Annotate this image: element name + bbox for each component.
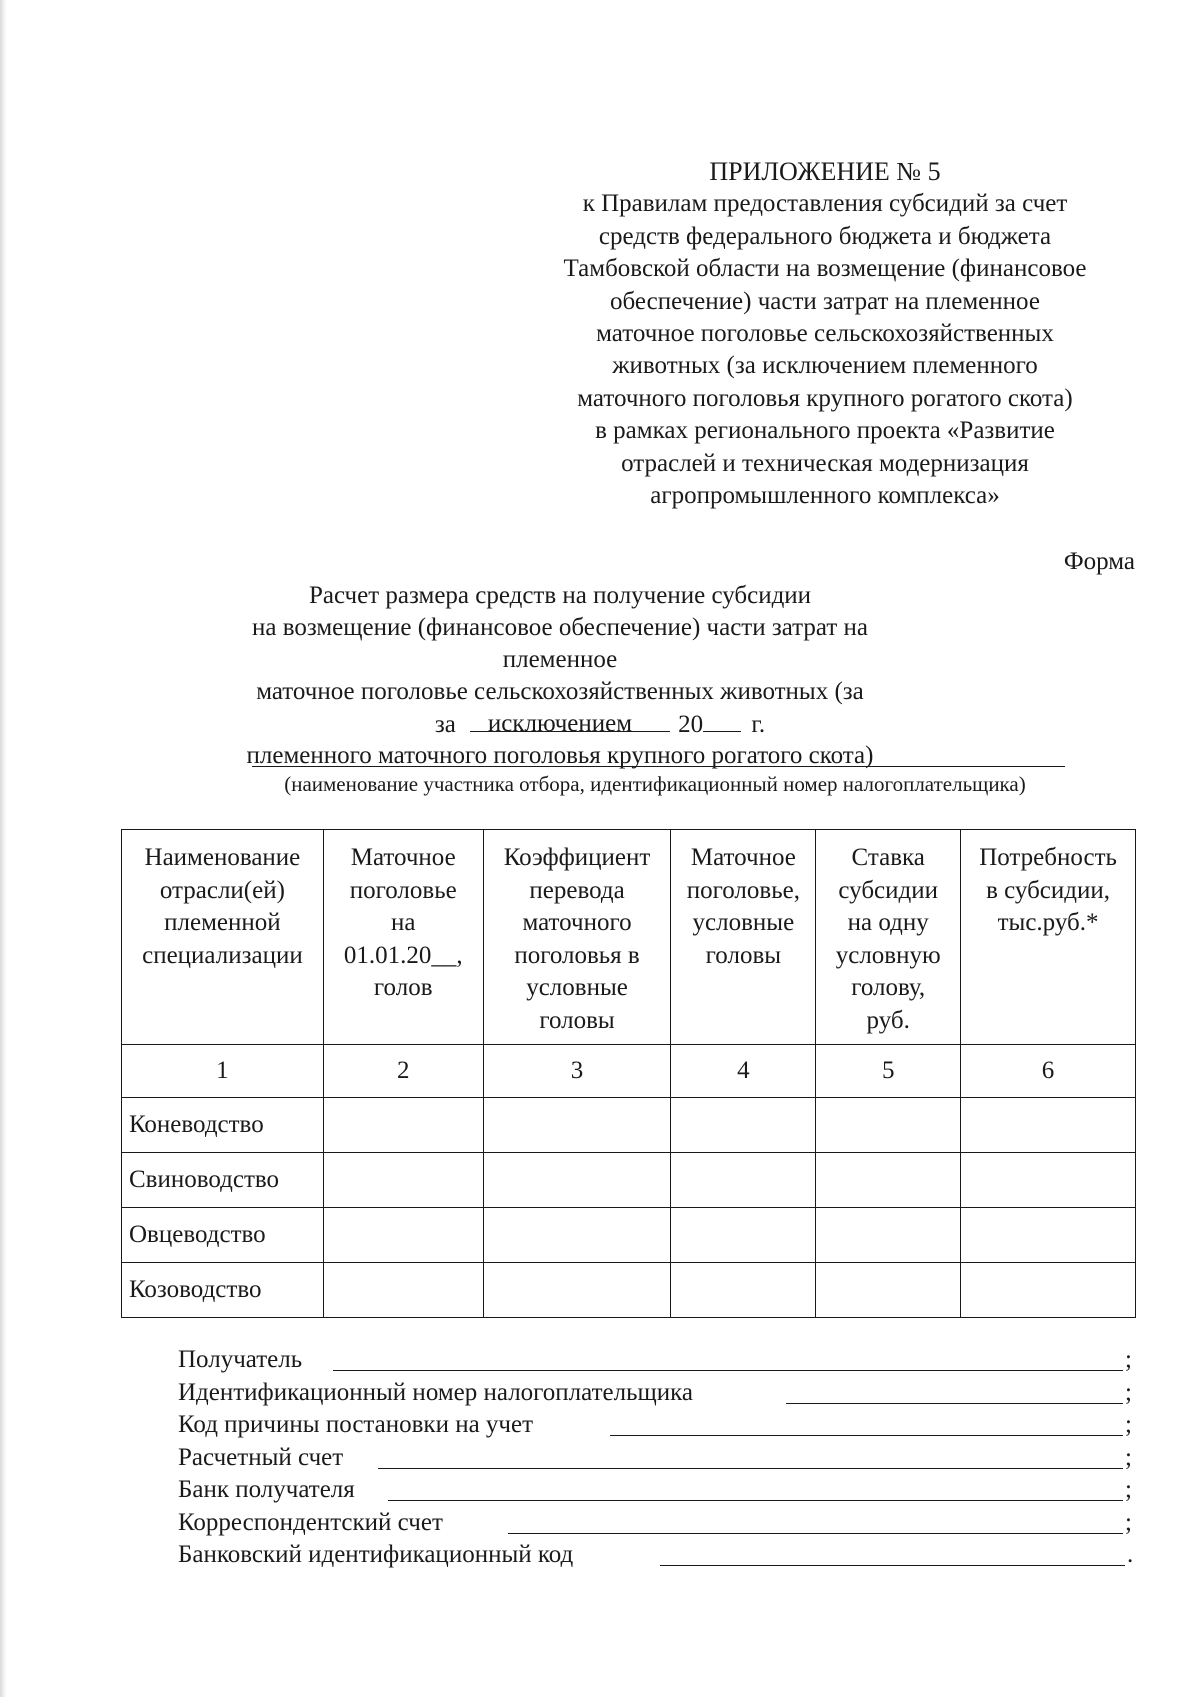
column-number: 3 xyxy=(483,1045,671,1098)
table-cell[interactable] xyxy=(483,1263,671,1318)
appendix-line: отраслей и техническая модернизация xyxy=(621,449,1029,477)
recipient-field-bik xyxy=(178,1539,1134,1572)
header-cell-need: Потребность в субсидии, тыс.руб.* xyxy=(961,830,1136,1045)
appendix-line: к Правилам предоставления субсидий за счет xyxy=(582,190,1068,218)
form-label: Форма xyxy=(1063,548,1135,575)
participant-blank-field[interactable] xyxy=(252,766,1065,767)
recipient-field-inn xyxy=(178,1377,1132,1410)
table-row xyxy=(122,1098,1136,1153)
recipient-field-kpp xyxy=(178,1409,1132,1442)
table-cell[interactable] xyxy=(323,1263,483,1318)
column-number-row xyxy=(122,1045,1136,1098)
header-cell-livestock: Маточное поголовье на 01.01.20__, голов xyxy=(323,830,483,1045)
appendix-line: Тамбовской области на возмещение (финансовое xyxy=(563,255,1087,283)
field-label: Идентификационный номер налогоплательщика xyxy=(178,1378,694,1406)
column-number: 6 xyxy=(961,1045,1136,1098)
field-end: ; xyxy=(1125,1443,1132,1471)
period-line xyxy=(0,707,1200,739)
appendix-line: животных (за исключением племенного xyxy=(612,352,1038,380)
year-blank-field[interactable] xyxy=(703,707,741,732)
column-number: 1 xyxy=(122,1045,324,1098)
table-cell[interactable] xyxy=(323,1208,483,1263)
table-cell[interactable] xyxy=(816,1263,961,1318)
table-cell[interactable] xyxy=(961,1153,1136,1208)
recipient-field-bank xyxy=(178,1474,1132,1507)
header-cell-coefficient: Коэффициент перевода маточного поголовья в условные головы xyxy=(483,830,671,1045)
row-label: Козоводство xyxy=(122,1263,324,1318)
header-cell-conditional-heads: Маточное поголовье, условные головы xyxy=(671,830,816,1045)
appendix-line: обеспечение) части затрат на племенное xyxy=(610,287,1040,315)
period-blank-field[interactable] xyxy=(470,707,670,732)
table-row xyxy=(122,1208,1136,1263)
table-cell[interactable] xyxy=(323,1098,483,1153)
bik-blank[interactable] xyxy=(660,1539,1125,1566)
table-cell[interactable] xyxy=(483,1098,671,1153)
scan-edge-shadow xyxy=(0,0,7,1697)
header-cell-branch: Наименование отрасли(ей) племенной специализации xyxy=(122,830,324,1045)
field-label: Банковский идентификационный код xyxy=(178,1541,574,1568)
appendix-line: маточного поголовья крупного рогатого скота) xyxy=(577,384,1073,412)
field-end: ; xyxy=(1125,1476,1132,1503)
table-cell[interactable] xyxy=(671,1263,816,1318)
field-label: Корреспондентский счет xyxy=(178,1508,443,1536)
row-label: Коневодство xyxy=(122,1098,324,1153)
appendix-line: агропромышленного комплекса» xyxy=(650,482,1000,510)
document-title xyxy=(200,580,920,772)
header-cell-rate: Ставка субсидии на одну условную голову, руб. xyxy=(816,830,961,1045)
table-cell[interactable] xyxy=(961,1098,1136,1153)
field-end: ; xyxy=(1125,1378,1132,1406)
calculation-table xyxy=(121,829,1136,1318)
appendix-line: средств федерального бюджета и бюджета xyxy=(598,222,1052,250)
row-label: Свиноводство xyxy=(122,1153,324,1208)
account-blank[interactable] xyxy=(378,1442,1123,1469)
field-end: ; xyxy=(1125,1508,1132,1536)
table-cell[interactable] xyxy=(323,1153,483,1208)
field-label: Получатель xyxy=(178,1346,303,1373)
recipient-field-name xyxy=(178,1344,1132,1377)
inn-blank[interactable] xyxy=(786,1377,1123,1404)
bank-blank[interactable] xyxy=(388,1474,1123,1501)
title-line: племенного маточного поголовья крупного рогатого скота) xyxy=(246,742,874,769)
appendix-heading: ПРИЛОЖЕНИЕ № 5 xyxy=(709,157,941,186)
appendix-line: маточное поголовье сельскохозяйственных xyxy=(596,320,1054,348)
table-cell[interactable] xyxy=(816,1153,961,1208)
title-line: маточное поголовье сельскохозяйственных животных (за исключением xyxy=(256,678,864,737)
field-end: . xyxy=(1127,1541,1134,1568)
table-header-row xyxy=(122,830,1136,1045)
table-row xyxy=(122,1263,1136,1318)
table-cell[interactable] xyxy=(816,1208,961,1263)
table-cell[interactable] xyxy=(483,1153,671,1208)
table-row xyxy=(122,1153,1136,1208)
participant-caption: (наименование участника отбора, идентификационный номер налогоплательщика) xyxy=(284,772,1026,796)
kpp-blank[interactable] xyxy=(610,1409,1123,1436)
appendix-block xyxy=(520,156,1130,512)
table-cell[interactable] xyxy=(961,1208,1136,1263)
corr-account-blank[interactable] xyxy=(508,1507,1123,1534)
title-line: Расчет размера средств на получение субсидии xyxy=(308,582,812,609)
field-end: ; xyxy=(1125,1411,1132,1438)
appendix-line: в рамках регионального проекта «Развитие xyxy=(595,417,1055,445)
field-label: Банк получателя xyxy=(178,1476,355,1503)
period-prefix: за xyxy=(434,711,456,738)
field-label: Код причины постановки на учет xyxy=(178,1411,534,1438)
field-end: ; xyxy=(1125,1346,1132,1373)
recipient-field-corr-account xyxy=(178,1507,1132,1540)
table-cell[interactable] xyxy=(671,1153,816,1208)
table-cell[interactable] xyxy=(483,1208,671,1263)
table-cell[interactable] xyxy=(961,1263,1136,1318)
table-cell[interactable] xyxy=(816,1098,961,1153)
table-cell[interactable] xyxy=(671,1098,816,1153)
recipient-field-account xyxy=(178,1442,1132,1475)
title-line: на возмещение (финансовое обеспечение) части затрат на племенное xyxy=(251,614,868,673)
column-number: 5 xyxy=(816,1045,961,1098)
recipient-details xyxy=(178,1344,1134,1572)
table-cell[interactable] xyxy=(671,1208,816,1263)
column-number: 4 xyxy=(671,1045,816,1098)
column-number: 2 xyxy=(323,1045,483,1098)
recipient-name-blank[interactable] xyxy=(333,1344,1123,1371)
period-suffix: г. xyxy=(751,711,766,738)
period-year: 20 xyxy=(678,711,704,738)
field-label: Расчетный счет xyxy=(178,1443,344,1471)
row-label: Овцеводство xyxy=(122,1208,324,1263)
